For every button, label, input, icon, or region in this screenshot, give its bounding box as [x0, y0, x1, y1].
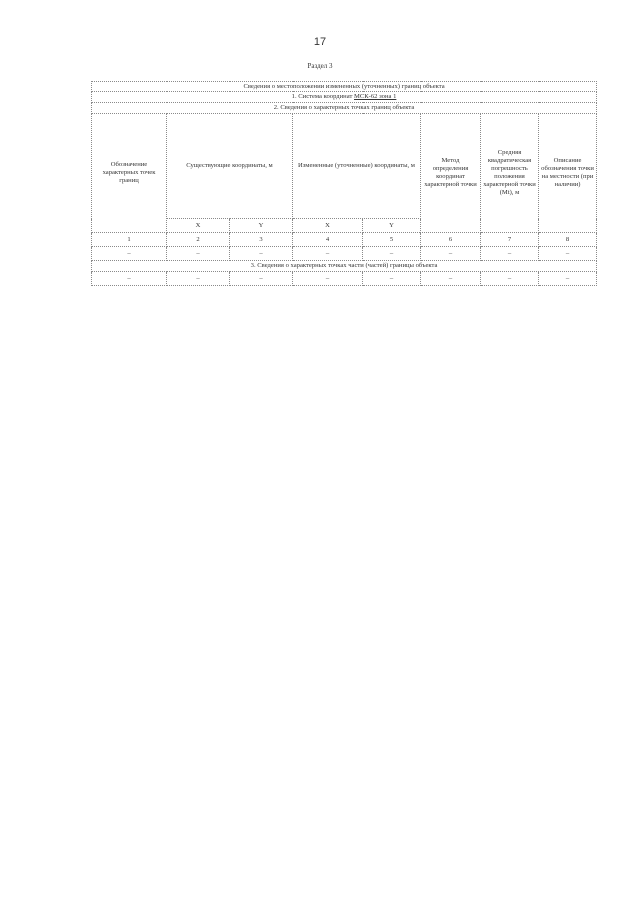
table-cell: –: [167, 272, 230, 286]
column-number: 3: [230, 233, 293, 247]
table-cell: –: [539, 247, 597, 261]
table-title: Сведения о местоположении измененных (уточненных) границ объекта: [92, 82, 597, 92]
boundary-table: [91, 81, 597, 286]
column-numbers-row: [92, 233, 597, 247]
header-y-changed: Y: [363, 219, 421, 233]
header-existing-coords: Существующие координаты, м: [167, 114, 293, 219]
column-number: 6: [421, 233, 481, 247]
table-cell: –: [481, 272, 539, 286]
header-x-changed: X: [293, 219, 363, 233]
section-title: Раздел 3: [307, 62, 333, 70]
table-cell: –: [230, 247, 293, 261]
table-row: [92, 272, 597, 286]
table-cell: –: [363, 272, 421, 286]
table-cell: –: [539, 272, 597, 286]
table-cell: –: [293, 272, 363, 286]
column-number: 5: [363, 233, 421, 247]
header-changed-coords: Измененные (уточненные) координаты, м: [293, 114, 421, 219]
table-cell: –: [167, 247, 230, 261]
coord-system-prefix: 1. Система координат: [291, 93, 354, 100]
table-cell: –: [481, 247, 539, 261]
column-number: 1: [92, 233, 167, 247]
table-row: [92, 247, 597, 261]
header-rms-error: Средняя квадратическая погрешность положения характерной точки (Mt), м: [481, 114, 539, 233]
coord-system-value: МСК-62 зона 1: [354, 93, 397, 100]
page-number: 17: [313, 36, 327, 48]
column-number: 7: [481, 233, 539, 247]
table-cell: –: [92, 272, 167, 286]
header-point-designation: Обозначение характерных точек границ: [92, 114, 167, 233]
table-cell: –: [421, 272, 481, 286]
header-x-existing: X: [167, 219, 230, 233]
column-number: 2: [167, 233, 230, 247]
header-y-existing: Y: [230, 219, 293, 233]
subsection-3-heading: 3. Сведения о характерных точках части (частей) границы объекта: [92, 261, 597, 272]
subsection-2-heading: 2. Сведения о характерных точках границ объекта: [92, 103, 597, 114]
coord-system-row: [92, 92, 597, 103]
column-number: 4: [293, 233, 363, 247]
column-number: 8: [539, 233, 597, 247]
header-method: Метод определения координат характерной точки: [421, 114, 481, 233]
table-cell: –: [92, 247, 167, 261]
table-cell: –: [293, 247, 363, 261]
table-cell: –: [363, 247, 421, 261]
table-cell: –: [230, 272, 293, 286]
table-cell: –: [421, 247, 481, 261]
header-description: Описание обозначения точки на местности (при наличии): [539, 114, 597, 233]
